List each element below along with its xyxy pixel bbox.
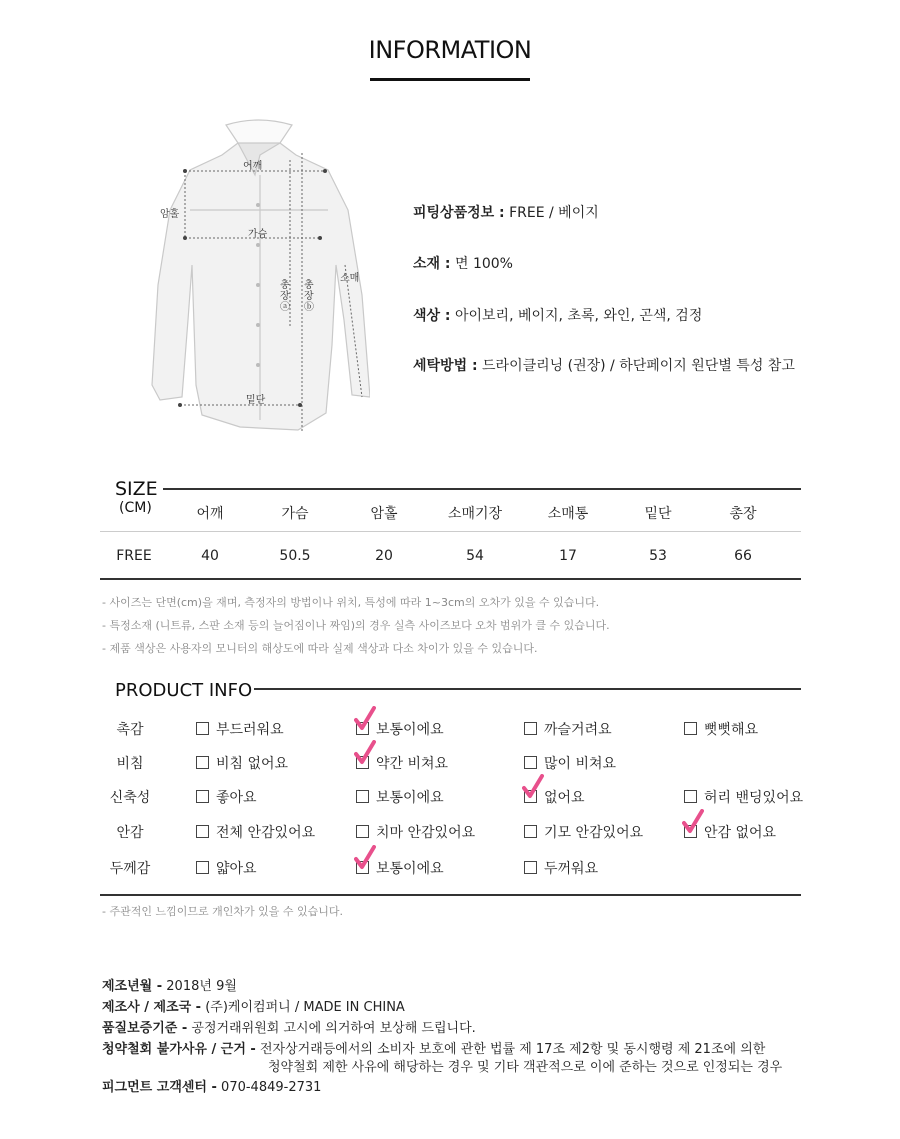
footer-withdrawal: 청약철회 불가사유 / 근거 - 전자상거래등에서의 소비자 보호에 관한 법률 제 17조 제2항 및 동시행령 제 21조에 의한	[102, 1042, 766, 1057]
checkbox[interactable]	[684, 825, 697, 838]
option-label: 부드러워요	[216, 722, 284, 738]
size-header: 소매통	[547, 506, 589, 522]
option-label: 없어요	[544, 790, 585, 806]
spec-fitting: 피팅상품정보 : FREE / 베이지	[413, 205, 599, 221]
product-info-option[interactable]	[356, 787, 444, 807]
checkbox[interactable]	[196, 825, 209, 838]
checkbox[interactable]	[196, 790, 209, 803]
checkbox[interactable]	[356, 722, 369, 735]
size-cell: 17	[559, 548, 577, 564]
option-label: 보통이에요	[376, 790, 444, 806]
option-label: 보통이에요	[376, 861, 444, 877]
option-label: 허리 밴딩있어요	[704, 790, 804, 806]
size-cell: 40	[201, 548, 219, 564]
option-label: 비침 없어요	[216, 756, 289, 772]
checkmark-icon	[354, 845, 376, 871]
option-label: 좋아요	[216, 790, 257, 806]
size-header: 총장	[729, 506, 757, 522]
option-label: 많이 비쳐요	[544, 756, 617, 772]
product-info-option[interactable]	[524, 753, 616, 773]
product-info-option[interactable]	[196, 719, 284, 739]
product-info-row-label: 안감	[116, 825, 144, 841]
option-label: 보통이에요	[376, 722, 444, 738]
length-a-label: 총장 ⓐ	[280, 280, 290, 313]
option-label: 뻣뻣해요	[704, 722, 759, 738]
checkmark-icon	[354, 740, 376, 766]
option-label: 얇아요	[216, 861, 257, 877]
checkbox[interactable]	[684, 790, 697, 803]
size-note: - 사이즈는 단면(cm)을 재며, 측정자의 방법이나 위치, 특성에 따라 1~3cm의 오차가 있을 수 있습니다.	[102, 596, 600, 609]
option-label: 까슬거려요	[544, 722, 612, 738]
product-info-option[interactable]	[524, 787, 585, 807]
size-rule-bottom	[100, 578, 801, 580]
shirt-diagram	[130, 115, 370, 460]
size-rule-top	[163, 488, 801, 490]
checkbox[interactable]	[524, 790, 537, 803]
checkmark-icon	[682, 809, 704, 835]
size-row-name: FREE	[116, 548, 152, 564]
checkbox[interactable]	[524, 722, 537, 735]
spec-material: 소재 : 면 100%	[413, 256, 513, 272]
size-header: 소매기장	[447, 506, 503, 522]
size-cell: 20	[375, 548, 393, 564]
spec-colors: 색상 : 아이보리, 베이지, 초록, 와인, 곤색, 검정	[413, 308, 703, 324]
footer-manufacturer: 제조사 / 제조국 - (주)케이컴퍼니 / MADE IN CHINA	[102, 1000, 405, 1015]
checkbox[interactable]	[356, 756, 369, 769]
option-label: 약간 비쳐요	[376, 756, 449, 772]
armhole-label: 암홀	[160, 209, 180, 220]
product-info-title: PRODUCT INFO	[115, 680, 253, 701]
size-cell: 53	[649, 548, 667, 564]
product-info-option[interactable]	[196, 858, 257, 878]
product-info-option[interactable]	[196, 787, 257, 807]
product-info-row-label: 촉감	[116, 722, 144, 738]
footer-quality: 품질보증기준 - 공정거래위원회 고시에 의거하여 보상해 드립니다.	[102, 1021, 476, 1036]
product-info-option[interactable]	[356, 822, 475, 842]
page-title: INFORMATION	[368, 36, 532, 64]
size-title: SIZE	[115, 478, 158, 500]
footer-withdrawal-cont: 청약철회 제한 사유에 해당하는 경우 및 기타 객관적으로 이에 준하는 것으로 인정되는 경우	[268, 1060, 783, 1075]
product-info-option[interactable]	[196, 822, 315, 842]
checkmark-icon	[354, 706, 376, 732]
checkbox[interactable]	[684, 722, 697, 735]
checkbox[interactable]	[356, 861, 369, 874]
option-label: 두꺼워요	[544, 861, 599, 877]
product-info-row-label: 두께감	[109, 861, 151, 877]
title-underline	[370, 78, 530, 81]
chest-label: 가슴	[248, 229, 268, 240]
size-cell: 54	[466, 548, 484, 564]
hem-label: 밑단	[246, 395, 266, 406]
size-cell: 50.5	[279, 548, 311, 564]
product-info-rule-top	[254, 688, 801, 690]
size-note: - 특정소재 (니트류, 스판 소재 등의 늘어짐이나 짜임)의 경우 실측 사이즈보다 오차 범위가 클 수 있습니다.	[102, 619, 610, 632]
option-label: 치마 안감있어요	[376, 825, 476, 841]
checkbox[interactable]	[524, 861, 537, 874]
size-header: 가슴	[281, 506, 309, 522]
checkbox[interactable]	[196, 722, 209, 735]
checkbox[interactable]	[196, 861, 209, 874]
product-info-option[interactable]	[356, 753, 448, 773]
size-header: 밑단	[644, 506, 672, 522]
spec-washing: 세탁방법 : 드라이클리닝 (권장) / 하단페이지 원단별 특성 참고	[413, 358, 795, 374]
footer-manufacture-date: 제조년월 - 2018년 9월	[102, 979, 237, 994]
product-info-option[interactable]	[684, 719, 758, 739]
checkbox[interactable]	[196, 756, 209, 769]
size-header: 어깨	[196, 506, 224, 522]
product-info-option[interactable]	[524, 858, 598, 878]
option-label: 전체 안감있어요	[216, 825, 316, 841]
length-b-label: 총장 ⓑ	[304, 280, 314, 313]
checkbox[interactable]	[524, 756, 537, 769]
checkbox[interactable]	[356, 825, 369, 838]
shoulder-label: 어깨	[243, 161, 263, 172]
size-note: - 제품 색상은 사용자의 모니터의 해상도에 따라 실제 색상과 다소 차이가 있을 수 있습니다.	[102, 642, 538, 655]
product-info-rule-bottom	[100, 894, 801, 896]
checkmark-icon	[522, 774, 544, 800]
size-cell: 66	[734, 548, 752, 564]
product-info-option[interactable]	[356, 719, 444, 739]
product-info-note: - 주관적인 느낌이므로 개인차가 있을 수 있습니다.	[102, 905, 343, 918]
product-info-option[interactable]	[684, 787, 803, 807]
option-label: 기모 안감있어요	[544, 825, 644, 841]
product-info-option[interactable]	[684, 822, 776, 842]
product-info-option[interactable]	[524, 719, 612, 739]
checkbox[interactable]	[524, 825, 537, 838]
footer-customer-center: 피그먼트 고객센터 - 070-4849-2731	[102, 1080, 322, 1095]
size-header: 암홀	[370, 506, 398, 522]
size-rule-mid	[100, 531, 801, 532]
product-info-option[interactable]	[524, 822, 643, 842]
checkbox[interactable]	[356, 790, 369, 803]
option-label: 안감 없어요	[704, 825, 777, 841]
sleeve-label: 소매	[340, 273, 360, 284]
product-info-row-label: 비침	[116, 756, 144, 772]
product-info-option[interactable]	[196, 753, 288, 773]
product-info-option[interactable]	[356, 858, 444, 878]
product-info-row-label: 신축성	[109, 790, 151, 806]
size-unit: (CM)	[119, 500, 152, 516]
